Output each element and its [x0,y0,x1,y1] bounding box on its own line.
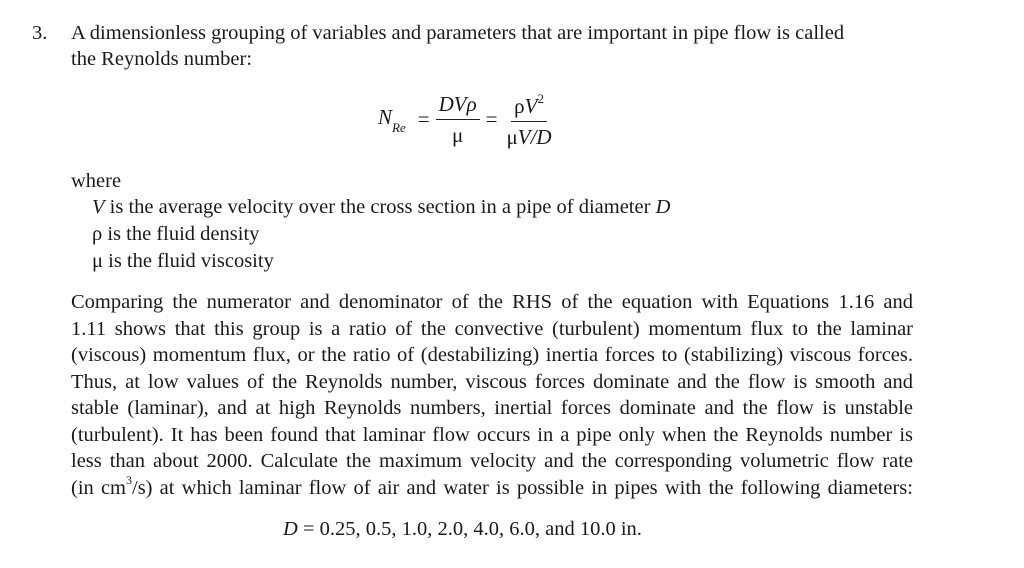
problem-intro [71,20,921,72]
unit-suffix: /s) at which laminar flow of air and water is possible in pipes with the following diameters: [132,476,913,499]
paragraph-line: (turbulent). It has been found that laminar flow occurs in a pipe only when the Reynolds number is [71,423,913,446]
def-symbol: V [92,196,105,218]
paragraph-line: 1.11 shows that this group is a ratio of the convective (turbulent) momentum flux to the laminar [71,317,913,340]
fraction-1 [436,91,480,148]
diameter-values [283,515,642,543]
velocity-over-diameter: V/D [517,125,552,149]
fraction-2-numerator [511,88,547,122]
paragraph-line: stable (laminar), and at high Reynolds numbers, inertial forces dominate and the flow is unstable [71,397,913,419]
where-label: where [71,170,122,192]
def-text: is the fluid density [102,223,260,245]
fraction-1-denominator: μ [451,122,464,147]
unit-prefix: (in cm [71,476,126,499]
exponent: 2 [537,91,544,106]
equals-sign-2: = [485,106,498,131]
paragraph-line: (viscous) momentum flux, or the ratio of (destabilizing) inertia forces to (stabilizing) viscous forces. [71,344,913,366]
def-text: is the average velocity over the cross section in a pipe of diameter [104,196,656,218]
paragraph-line-last [71,472,913,502]
velocity-symbol: V [524,94,538,118]
def-symbol: μ [92,250,103,272]
lhs-subscript: Re [392,120,406,136]
rho-symbol: ρ [514,94,525,118]
unit-exponent: 3 [126,472,132,487]
problem-number: 3. [32,22,48,44]
definition-velocity [92,194,670,221]
fraction-2-denominator [504,122,555,150]
def-text: is the fluid viscosity [103,250,274,272]
lhs-symbol: N [378,104,393,129]
definition-density [92,221,670,248]
equals-sign: = [417,106,430,131]
intro-line-1: A dimensionless grouping of variables and parameters that are important in pipe flow is called [71,22,845,44]
diameter-symbol: D [283,518,298,540]
fraction-2 [504,88,555,150]
diameter-list: = 0.25, 0.5, 1.0, 2.0, 4.0, 6.0, and 10.0 in. [297,518,642,540]
def-trailing-symbol: D [655,196,671,218]
paragraph-line: less than about 2000. Calculate the maximum velocity and the corresponding volumetric flow rate [71,450,913,472]
def-symbol: ρ [92,223,103,245]
mu-symbol: μ [506,125,518,149]
intro-line-2: the Reynolds number: [71,48,253,70]
variable-definitions [92,194,670,275]
paragraph-line: Thus, at low values of the Reynolds number, viscous forces dominate and the flow is smooth and [71,370,913,393]
definition-viscosity [92,248,670,275]
explanation-paragraph [71,289,913,501]
fraction-1-numerator: DVρ [436,91,480,120]
paragraph-line: Comparing the numerator and denominator of the RHS of the equation with Equations 1.16 and [71,291,913,313]
equation-lhs [378,104,406,136]
reynolds-equation [378,88,555,150]
